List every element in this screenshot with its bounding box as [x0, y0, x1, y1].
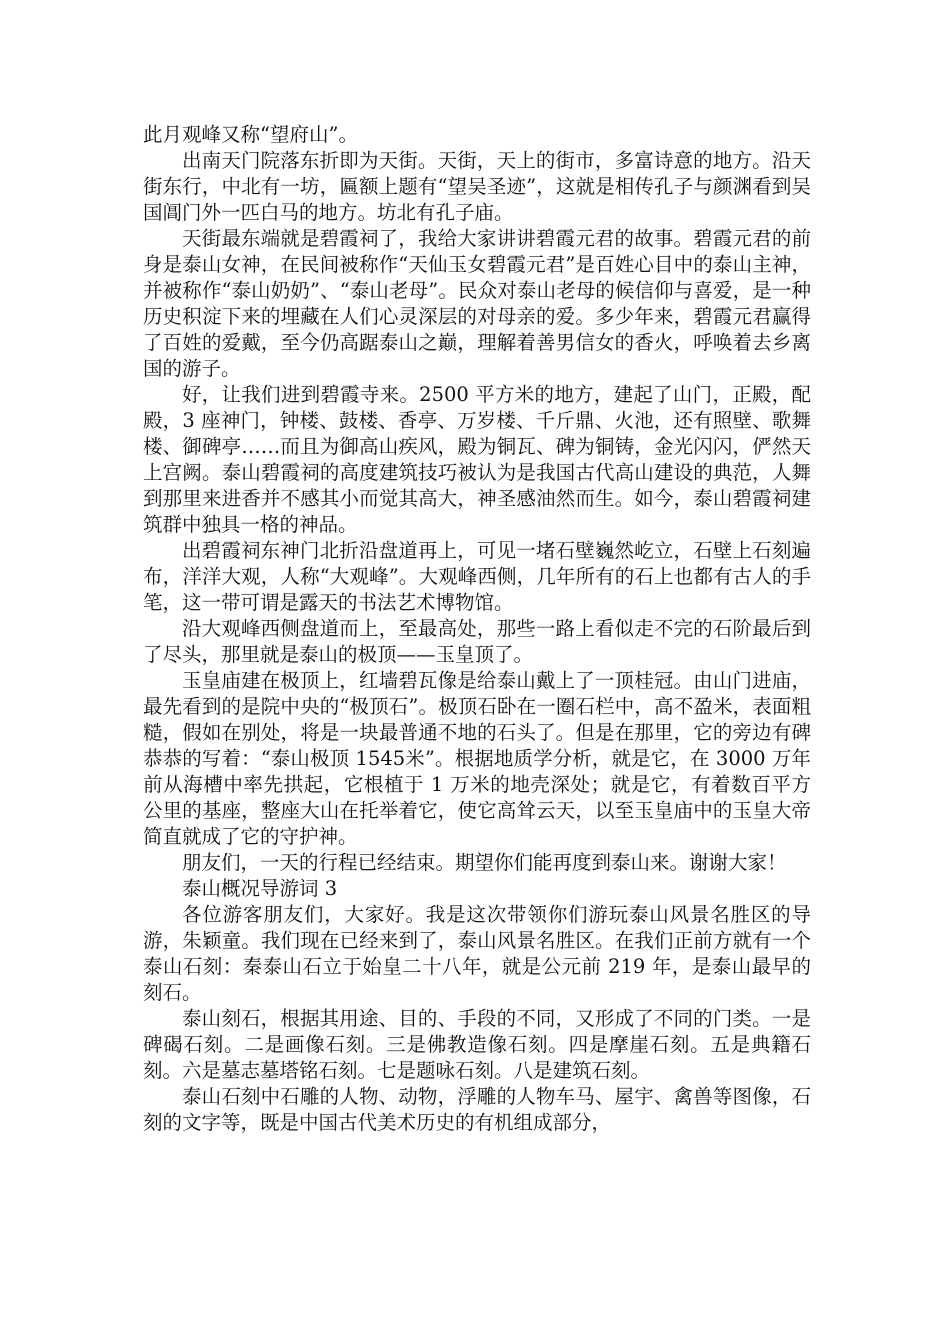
document-body: [143, 122, 811, 1136]
paragraph-bixia-temple: 好，让我们进到碧霞寺来。2500 平方米的地方，建起了山门，正殿，配殿，3 座神门，钟楼、鼓楼、香亭、万岁楼、千斤鼎、火池，还有照壁、歌舞楼、御碑亭……而且为御高山疾风，殿为铜瓦、碑为铜铸，金光闪闪，俨然天上宫阙。泰山碧霞祠的高度建筑技巧被认为是我国古代高山建设的典范，人舞到那里来进香并不感其小而觉其高大，神圣感油然而生。如今，泰山碧霞祠建筑群中独具一格的神品。: [143, 383, 811, 536]
section-heading: 泰山概况导游词 3: [182, 877, 338, 900]
paragraph-greeting: 各位游客朋友们，大家好。我是这次带领你们游玩泰山风景名胜区的导游，朱颖童。我们现在已经来到了，泰山风景名胜区。在我们正前方就有一个泰山石刻：秦泰山石立于始皇二十八年，就是公元前 219 年，是泰山最早的刻石。: [143, 903, 811, 1004]
paragraph-stone-categories: 泰山刻石，根据其用途、目的、手段的不同，又形成了不同的门类。一是碑碣石刻。二是画像石刻。三是佛教造像石刻。四是摩崖石刻。五是典籍石刻。六是墓志墓塔铭石刻。七是题咏石刻。八是建筑石刻。: [143, 1007, 811, 1082]
paragraph-continuation: 此月观峰又称“望府山”。: [143, 123, 358, 146]
paragraph-tianjie: 出南天门院落东折即为天街。天街，天上的街市，多富诗意的地方。沿天街东行，中北有一坊，匾额上题有“望吴圣迹”，这就是相传孔子与颜渊看到吴国阊门外一匹白马的地方。坊北有孔子庙。: [143, 149, 811, 224]
paragraph-bixia-yuanjun: 天街最东端就是碧霞祠了，我给大家讲讲碧霞元君的故事。碧霞元君的前身是泰山女神，在民间被称作“天仙玉女碧霞元君”是百姓心目中的泰山主神，并被称作“泰山奶奶”、“泰山老母”。民众对泰山老母的候信仰与喜爱，是一种历史积淀下来的埋藏在人们心灵深层的对母亲的爱。多少年来，碧霞元君赢得了百姓的爱戴，至今仍高踞泰山之巅，理解着善男信女的香火，呼唤着去乡离国的游子。: [143, 227, 811, 380]
paragraph-daguan-peak: 出碧霞祠东神门北折沿盘道再上，可见一堵石壁巍然屹立，石壁上石刻遍布，洋洋大观，人称“大观峰”。大观峰西侧，几年所有的石上也都有古人的手笔，这一带可谓是露天的书法艺术博物馆。: [143, 539, 811, 614]
paragraph-jade-emperor-temple: 玉皇庙建在极顶上，红墙碧瓦像是给泰山戴上了一顶桂冠。由山门进庙，最先看到的是院中央的“极顶石”。极顶石卧在一圈石栏中，高不盈米，表面粗糙，假如在别处，将是一块最普通不地的石头了。但是在那里，它的旁边有碑恭恭的写着：“泰山极顶 1545米”。根据地质学分析，就是它，在 3000 万年前从海槽中率先拱起，它根植于 1 万米的地壳深处；就是它，有着数百平方公里的基座，整座大山在托举着它，使它高耸云天，以至玉皇庙中的玉皇大帝简直就成了它的守护神。: [143, 669, 811, 848]
paragraph-stone-carvings: 泰山石刻中石雕的人物、动物，浮雕的人物车马、屋宇、禽兽等图像，石刻的文字等，既是中国古代美术历史的有机组成部分，: [143, 1085, 811, 1134]
paragraph-closing: 朋友们，一天的行程已经结束。期望你们能再度到泰山来。谢谢大家！: [182, 851, 787, 874]
paragraph-summit-path: 沿大观峰西侧盘道而上，至最高处，那些一路上看似走不完的石阶最后到了尽头，那里就是泰山的极顶——玉皇顶了。: [143, 617, 811, 666]
